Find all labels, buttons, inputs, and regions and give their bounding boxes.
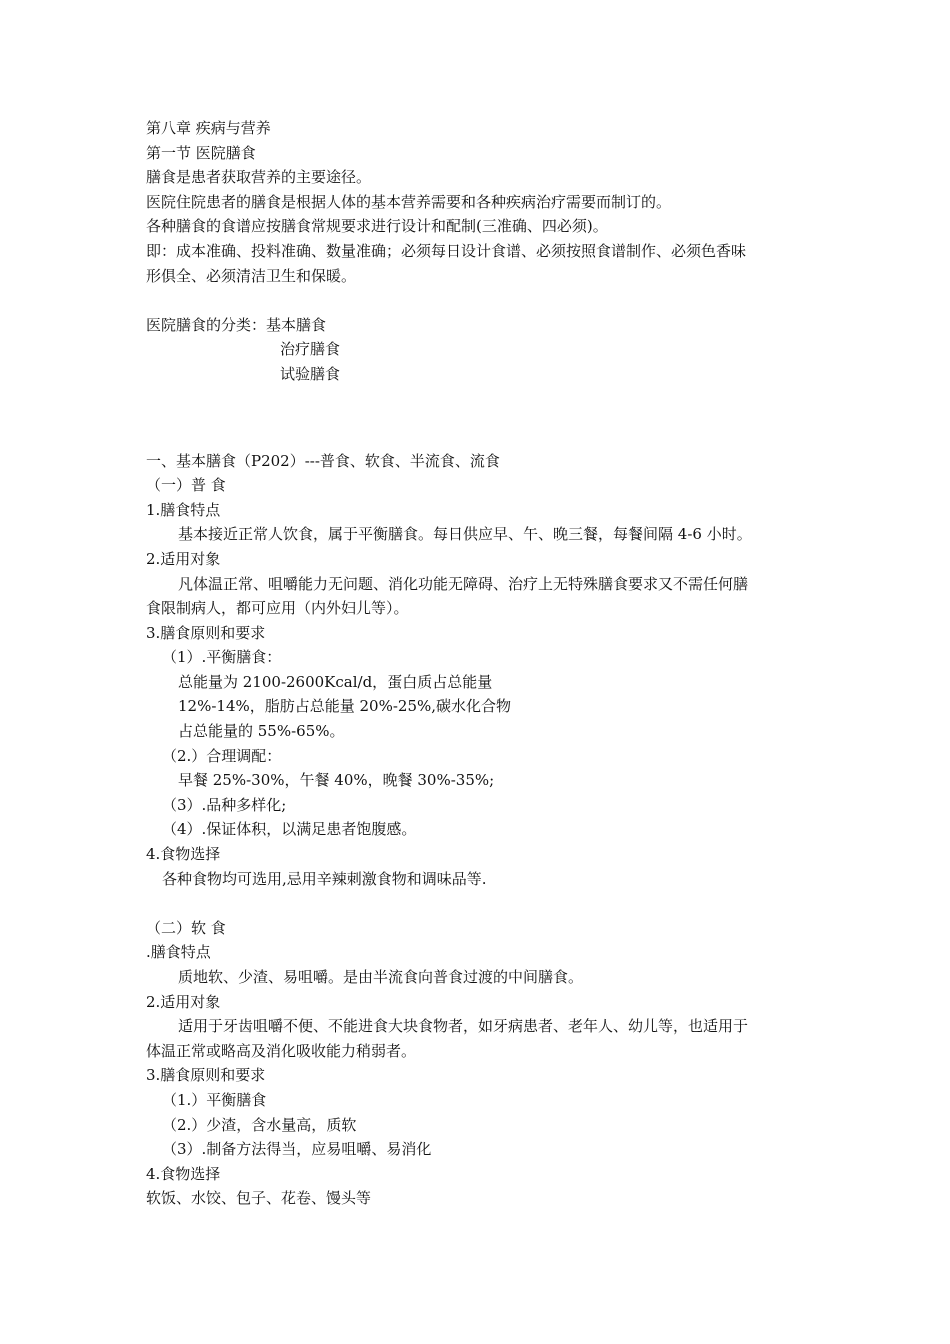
rule-item: （2.）合理调配： <box>162 746 282 765</box>
paragraph: 软饭、水饺、包子、花卷、馒头等 <box>146 1189 372 1208</box>
basic-diet-heading: 一、基本膳食（P202）---普食、软食、半流食、流食 <box>146 451 500 470</box>
chapter-title: 第八章 疾病与营养 <box>146 119 271 137</box>
intro-line: 医院住院患者的膳食是根据人体的基本营养需要和各种疾病治疗需要而制订的。 <box>146 192 672 211</box>
rule-item: （3）.制备方法得当，应易咀嚼、易消化 <box>162 1140 432 1159</box>
intro-line: 即：成本准确、投料准确、数量准确；必须每日设计食谱、必须按照食谱制作、必须色香味 <box>146 241 747 260</box>
paragraph: 适用于牙齿咀嚼不便、不能进食大块食物者，如牙病患者、老年人、幼儿等，也适用于 <box>178 1017 749 1036</box>
general-diet-title: （一）普 食 <box>146 476 226 495</box>
paragraph: 凡体温正常、咀嚼能力无问题、消化功能无障碍、治疗上无特殊膳食要求又不需任何膳 <box>178 574 749 593</box>
subheading: 3.膳食原则和要求 <box>146 623 266 642</box>
paragraph: 质地软、少渣、易咀嚼。是由半流食向普食过渡的中间膳食。 <box>178 968 584 986</box>
spacer <box>146 436 846 449</box>
spacer <box>146 387 846 436</box>
rule-detail: 12%-14%，脂肪占总能量 20%-25%,碳水化合物 <box>178 697 512 716</box>
paragraph: 基本接近正常人饮食，属于平衡膳食。每日供应早、午、晚三餐，每餐间隔 4-6 小时。 <box>178 525 752 544</box>
rule-item: （3）.品种多样化; <box>162 795 287 814</box>
spacer <box>146 891 846 916</box>
intro-line: 各种膳食的食谱应按膳食常规要求进行设计和配制(三准确、四必须)。 <box>146 217 608 236</box>
rule-detail: 早餐 25%-30%，午餐 40%，晚餐 30%-35%; <box>178 771 495 790</box>
classification-item: 基本膳食 <box>266 315 327 334</box>
spacer <box>146 288 846 313</box>
classification-item: 试验膳食 <box>280 364 341 383</box>
subheading: 2.适用对象 <box>146 549 221 568</box>
intro-line: 形俱全、必须清洁卫生和保暖。 <box>146 266 357 285</box>
rule-item: （1）.平衡膳食： <box>162 648 282 667</box>
rule-item: （1.）平衡膳食 <box>162 1090 267 1109</box>
rule-item: （2.）少渣，含水量高，质软 <box>162 1115 357 1134</box>
section-title: 第一节 医院膳食 <box>146 143 256 162</box>
subheading: 2.适用对象 <box>146 992 221 1011</box>
classification-item: 治疗膳食 <box>280 340 341 359</box>
rule-detail: 总能量为 2100-2600Kcal/d，蛋白质占总能量 <box>178 672 493 691</box>
classification-line <box>146 313 846 338</box>
subheading: 4.食物选择 <box>146 1164 221 1183</box>
intro-line: 膳食是患者获取营养的主要途径。 <box>146 168 372 187</box>
document-page <box>146 116 846 1211</box>
rule-item: （4）.保证体积，以满足患者饱腹感。 <box>162 820 417 839</box>
subheading: 4.食物选择 <box>146 845 221 864</box>
paragraph: 体温正常或略高及消化吸收能力稍弱者。 <box>146 1041 417 1060</box>
subheading: .膳食特点 <box>146 943 211 962</box>
soft-diet-title: （二）软 食 <box>146 918 226 937</box>
paragraph: 食限制病人，都可应用（内外妇儿等）。 <box>146 599 409 618</box>
classification-label: 医院膳食的分类： <box>146 315 267 334</box>
paragraph: 各种食物均可选用,忌用辛辣刺激食物和调味品等. <box>162 869 487 888</box>
rule-detail: 占总能量的 55%-65%。 <box>178 722 345 741</box>
subheading: 1.膳食特点 <box>146 500 221 519</box>
subheading: 3.膳食原则和要求 <box>146 1066 266 1085</box>
